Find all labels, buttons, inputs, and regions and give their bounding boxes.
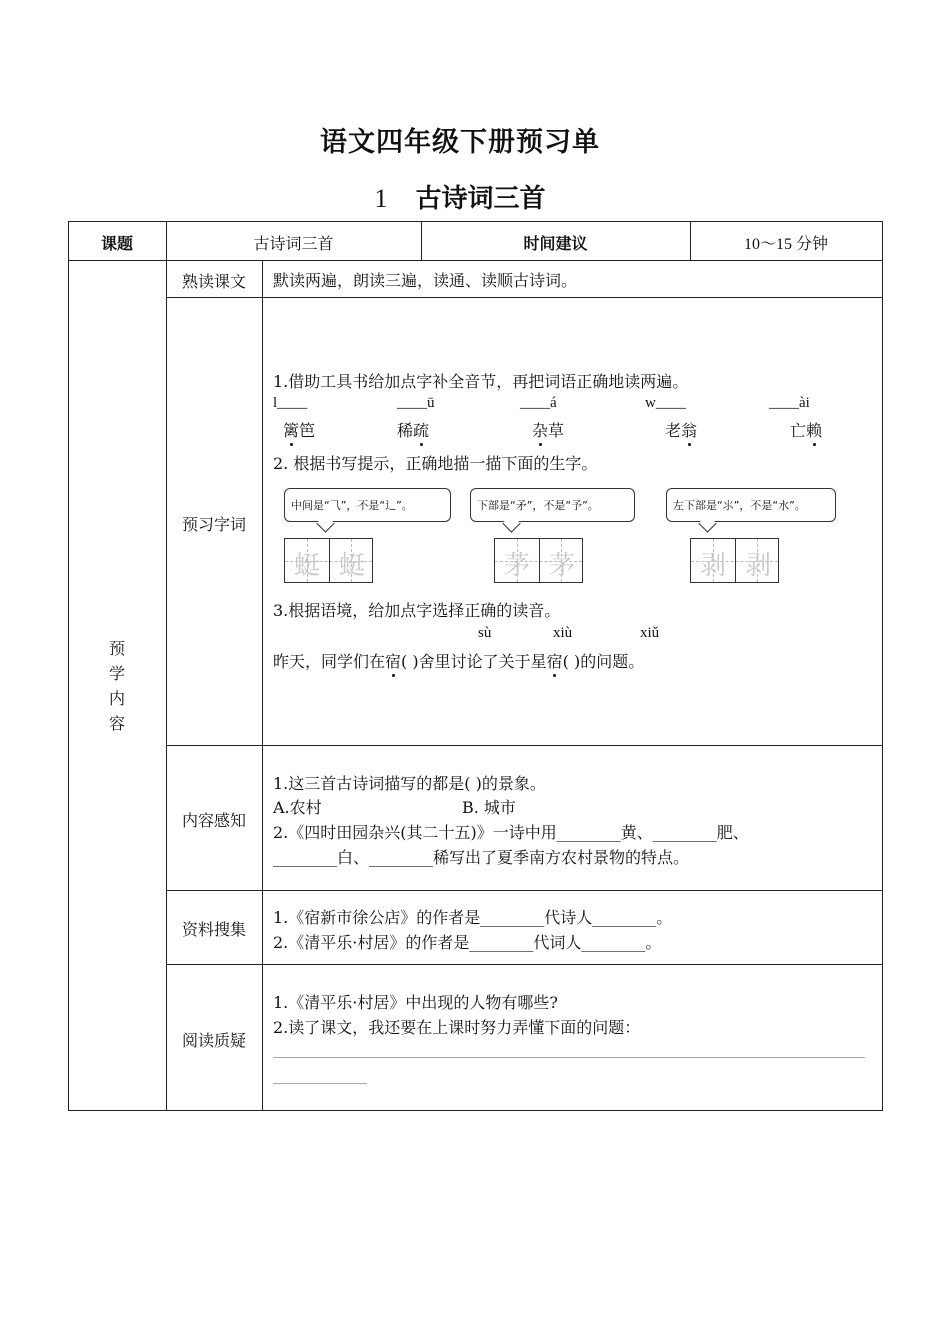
content-opt-a: A.农村 — [273, 798, 322, 817]
content-opt-b: B. 城市 — [462, 798, 516, 817]
vocab-word: 老翁 — [665, 418, 697, 441]
vocab-word: 篱笆 — [283, 418, 315, 441]
vocab-q3: 3.根据语境，给加点字选择正确的读音。 — [273, 601, 561, 620]
research-q2: 2.《清平乐·村居》的作者是________代词人________。 — [273, 933, 662, 952]
vocab-word: 亡赖 — [790, 418, 822, 441]
hint-text: 下部是“矛”，不是“予”。 — [477, 499, 599, 512]
content-q2-line2: ________白、________稀写出了夏季南方农村景物的特点。 — [273, 848, 690, 867]
side-char: 内 — [108, 689, 125, 708]
topic-label: 课题 — [100, 234, 133, 253]
pinyin-option: sù — [478, 625, 492, 641]
trace-char: 剥 — [699, 551, 726, 581]
hint-text: 中间是“⺄”，不是“⻌”。 — [291, 499, 413, 512]
questions-q2: 2.读了课文，我还要在上课时努力弄懂下面的问题： — [273, 1018, 641, 1037]
pinyin-blank: l____ — [273, 395, 308, 411]
hint-bubble — [284, 488, 451, 522]
content-q1: 1.这三首古诗词描写的都是( )的景象。 — [273, 774, 546, 793]
tracing-grid[interactable] — [494, 538, 583, 583]
vocab-q2: 2. 根据书写提示，正确地描一描下面的生字。 — [273, 454, 598, 473]
trace-char: 茅 — [503, 551, 530, 581]
pinyin-blank: w____ — [645, 395, 686, 411]
research-label: 资料搜集 — [181, 920, 246, 939]
hint-text: 左下部是“⺢”，不是“水”。 — [673, 499, 806, 512]
pinyin-blank: ____á — [520, 395, 557, 411]
pinyin-option: xiù — [553, 625, 573, 641]
trace-char: 蜓 — [293, 551, 320, 581]
vocab-word: 稀疏 — [397, 418, 429, 441]
topic-value: 古诗词三首 — [253, 234, 334, 253]
trace-char: 茅 — [548, 551, 575, 581]
answer-line[interactable] — [273, 1083, 367, 1084]
pinyin-blank: ____ài — [769, 395, 810, 411]
context-sentence: 昨天，同学们在宿( )舍里讨论了关于星宿( )的问题。 — [273, 649, 644, 672]
answer-line[interactable] — [273, 1057, 865, 1058]
vocab-word: 杂草 — [532, 418, 564, 441]
content-label: 内容感知 — [181, 811, 246, 830]
pinyin-option: xiǔ — [640, 625, 660, 641]
trace-char: 蜓 — [338, 551, 365, 581]
questions-label: 阅读质疑 — [181, 1031, 246, 1050]
side-label — [68, 636, 166, 736]
lesson-name: 古诗词三首 — [415, 184, 546, 214]
time-value: 10～15 分钟 — [743, 236, 828, 253]
lesson-number: 1 — [374, 184, 388, 213]
reading-label: 熟读课文 — [181, 272, 246, 291]
trace-char: 剥 — [744, 551, 771, 581]
hint-bubble — [470, 488, 635, 522]
side-char: 预 — [108, 639, 125, 658]
tracing-grid[interactable] — [690, 538, 779, 583]
questions-q1: 1.《清平乐·村居》中出现的人物有哪些? — [273, 993, 558, 1012]
lesson-title — [0, 178, 920, 215]
hint-bubble — [666, 488, 836, 522]
content-q2-line1: 2.《四时田园杂兴(其二十五)》一诗中用________黄、________肥、 — [273, 823, 749, 842]
vocab-label: 预习字词 — [181, 515, 246, 534]
time-label: 时间建议 — [523, 234, 588, 253]
side-char: 容 — [108, 714, 125, 733]
pinyin-blank: ____ū — [397, 395, 435, 411]
tracing-grid[interactable] — [284, 538, 373, 583]
side-char: 学 — [108, 664, 125, 683]
reading-text: 默读两遍，朗读三遍，读通、读顺古诗词。 — [273, 271, 578, 290]
vocab-q1: 1.借助工具书给加点字补全音节，再把词语正确地读两遍。 — [273, 372, 689, 391]
research-q1: 1.《宿新市徐公店》的作者是________代诗人________。 — [273, 908, 673, 927]
page-title: 语文四年级下册预习单 — [320, 127, 600, 158]
